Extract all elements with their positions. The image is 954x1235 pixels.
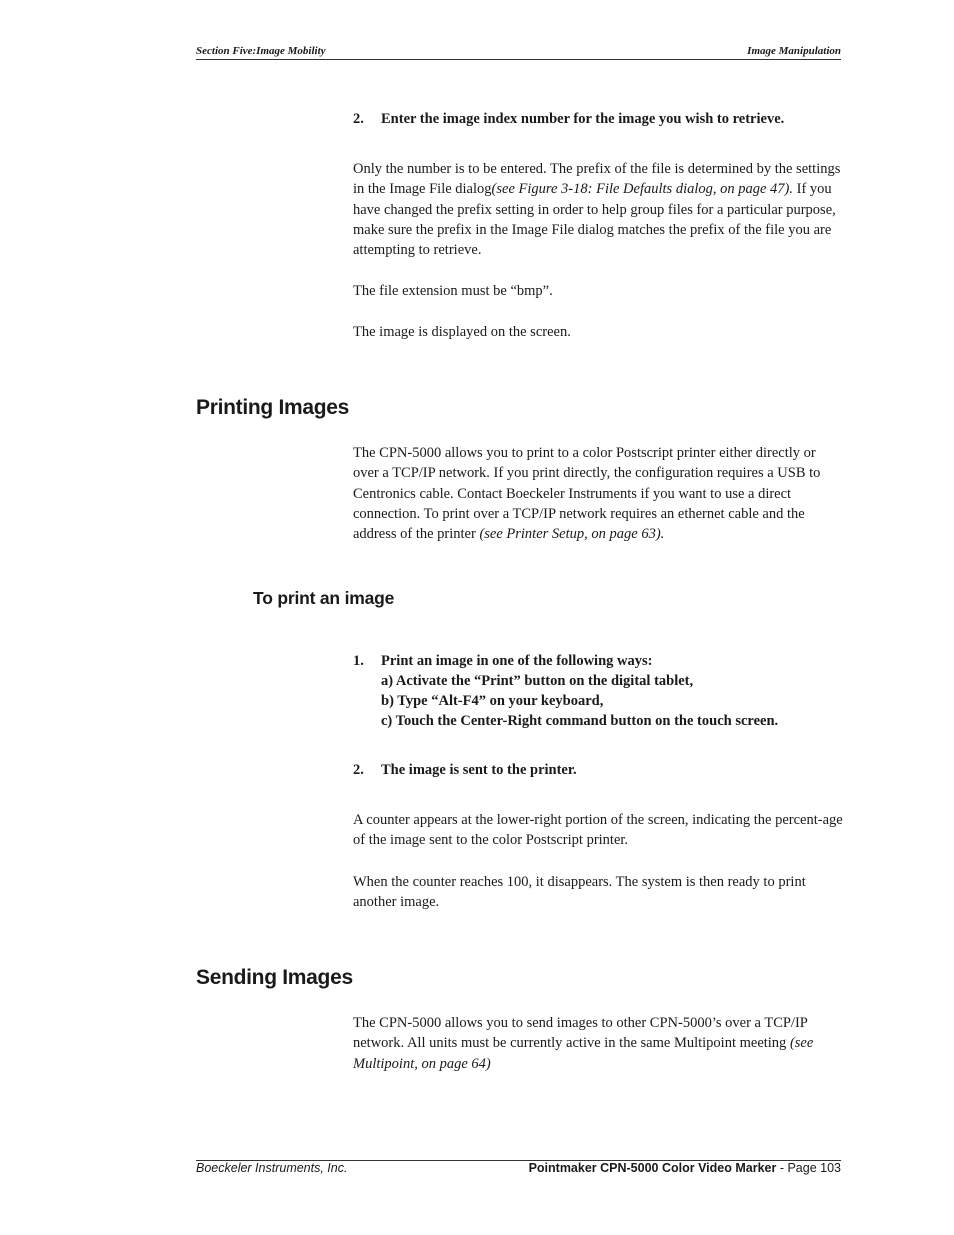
header-section-title: Section Five:Image Mobility <box>196 45 326 57</box>
step-number: 2. <box>353 111 364 127</box>
step-text: The image is sent to the printer. <box>381 762 577 778</box>
footer-product-page <box>529 1161 841 1175</box>
printing-counter-paragraph: A counter appears at the lower-right portion of the screen, indicating the percent-age of the image sent to the color Postscript printer. <box>353 812 843 849</box>
retrieve-paragraph-extension: The file extension must be “bmp”. <box>353 283 553 299</box>
header-topic-title: Image Manipulation <box>747 45 841 57</box>
to-print-an-image-heading: To print an image <box>253 588 395 608</box>
step-text: Print an image in one of the following ways: <box>381 653 653 669</box>
retrieve-paragraph-displayed: The image is displayed on the screen. <box>353 324 571 340</box>
printing-images-heading: Printing Images <box>196 396 350 419</box>
step-number: 1. <box>353 653 364 669</box>
sending-images-heading: Sending Images <box>196 966 353 989</box>
step-text: Enter the image index number for the image you wish to retrieve. <box>381 111 785 127</box>
step-option-c: c) Touch the Center-Right command button on the touch screen. <box>381 713 779 729</box>
step-option-b: b) Type “Alt-F4” on your keyboard, <box>381 693 604 709</box>
step-number: 2. <box>353 762 364 778</box>
page-header <box>196 45 841 60</box>
step-option-a: a) Activate the “Print” button on the digital tablet, <box>381 673 694 689</box>
footer-page-number: - Page 103 <box>776 1161 841 1175</box>
page-footer <box>196 1160 841 1181</box>
printing-intro-paragraph: The CPN-5000 allows you to print to a color Postscript printer either directly or over a TCP/IP network. If you print directly, the configuration requires a USB to Centronics cable. Contact Boeckeler Instruments if you want to use a direct connection. To print over a TCP/IP network requires an ethernet cable and the address of the printer (see Printer Setup, on page 63). <box>353 445 821 543</box>
multipoint-reference: (see Multipoint, on page 64) <box>353 1035 814 1072</box>
printer-setup-reference: (see Printer Setup, on page 63). <box>479 526 665 543</box>
sending-intro-paragraph: The CPN-5000 allows you to send images to other CPN-5000’s over a TCP/IP network. All units must be currently active in the same Multipoint meeting (see Multipoint, on page 64) <box>353 1015 814 1072</box>
printing-ready-paragraph: When the counter reaches 100, it disappears. The system is then ready to print another image. <box>353 874 806 911</box>
figure-reference: (see Figure 3-18: File Defaults dialog, on page 47). <box>491 181 794 198</box>
footer-company: Boeckeler Instruments, Inc. <box>196 1161 348 1175</box>
footer-product: Pointmaker CPN-5000 Color Video Marker <box>528 1161 777 1175</box>
retrieve-paragraph-prefix: Only the number is to be entered. The prefix of the file is determined by the settings in the Image File dialog(see Figure 3-18: File Defaults dialog, on page 47). If you have changed the prefix setting in order to help group files for a particular purpose, make sure the prefix in the Image File dialog matches the prefix of the file you are attempting to retrieve. <box>353 161 841 259</box>
